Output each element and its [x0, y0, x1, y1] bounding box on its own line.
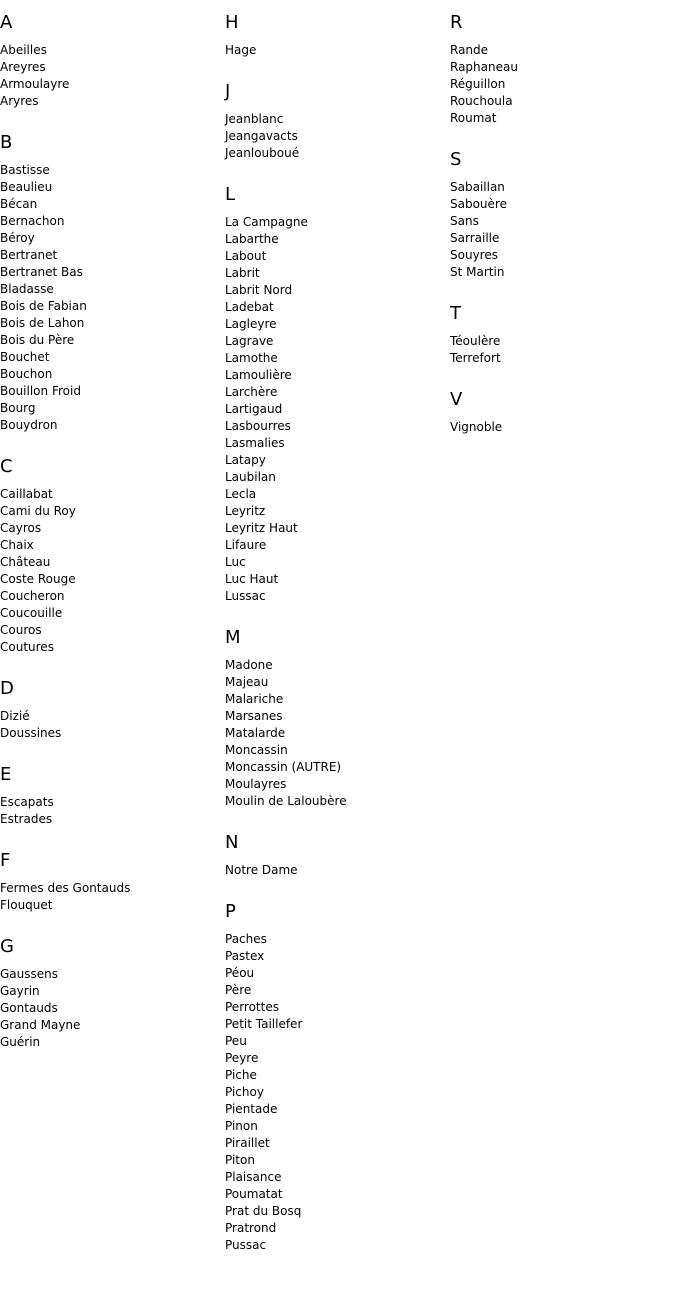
place-link[interactable]: Cayros	[0, 521, 42, 535]
place-link[interactable]: Notre Dame	[225, 863, 298, 877]
place-link[interactable]: Majeau	[225, 675, 269, 689]
place-link[interactable]: Pichoy	[225, 1085, 264, 1099]
place-link[interactable]: Peu	[225, 1034, 247, 1048]
list-item	[225, 1220, 450, 1237]
place-link[interactable]: Bois de Lahon	[0, 316, 85, 330]
place-link[interactable]: Perrottes	[225, 1000, 279, 1014]
letter-heading: F	[0, 850, 11, 871]
place-link[interactable]: Jeanblanc	[225, 112, 284, 126]
place-link[interactable]: Coucheron	[0, 589, 65, 603]
place-link[interactable]: Labarthe	[225, 232, 279, 246]
list-item	[0, 880, 225, 897]
list-item	[225, 537, 450, 554]
list-item	[0, 213, 225, 230]
place-link[interactable]: Escapats	[0, 795, 54, 809]
list-item	[0, 811, 225, 828]
list-item	[0, 503, 225, 520]
place-link[interactable]: Armoulayre	[0, 77, 70, 91]
letter-heading: H	[225, 12, 239, 33]
place-link[interactable]: Bernachon	[0, 214, 65, 228]
letter-group	[0, 764, 225, 850]
place-link[interactable]: Prat du Bosq	[225, 1204, 302, 1218]
letter-heading: B	[0, 132, 13, 153]
place-link[interactable]: Bouillon Froid	[0, 384, 81, 398]
list-item	[0, 520, 225, 537]
group-spacer	[225, 59, 450, 81]
entry-list	[0, 486, 225, 656]
entry-list	[225, 111, 450, 162]
place-link[interactable]: Caillabat	[0, 487, 53, 501]
place-link[interactable]: Flouquet	[0, 898, 53, 912]
list-item	[225, 982, 450, 999]
group-spacer	[0, 914, 225, 936]
letter-heading: R	[450, 12, 463, 33]
group-spacer	[225, 810, 450, 832]
place-link[interactable]: Lasbourres	[225, 419, 291, 433]
list-item	[450, 350, 675, 367]
letter-group	[225, 81, 450, 184]
place-link[interactable]: Lartigaud	[225, 402, 283, 416]
place-link[interactable]: Moulin de Laloubère	[225, 794, 347, 808]
list-item	[0, 725, 225, 742]
place-link[interactable]: Téoulère	[450, 334, 501, 348]
entry-list	[450, 333, 675, 367]
list-item	[225, 1084, 450, 1101]
list-item	[450, 93, 675, 110]
list-item	[450, 42, 675, 59]
group-spacer	[450, 367, 675, 389]
list-item	[225, 128, 450, 145]
list-item	[0, 1017, 225, 1034]
list-item	[0, 897, 225, 914]
place-link[interactable]: Béroy	[0, 231, 35, 245]
list-item	[225, 111, 450, 128]
list-item	[225, 948, 450, 965]
list-item	[225, 759, 450, 776]
list-item	[225, 1186, 450, 1203]
list-item	[225, 999, 450, 1016]
list-item	[225, 384, 450, 401]
place-link[interactable]: Labout	[225, 249, 267, 263]
list-item	[225, 214, 450, 231]
entry-list	[0, 162, 225, 434]
list-item	[225, 418, 450, 435]
list-item	[225, 367, 450, 384]
list-item	[225, 248, 450, 265]
list-item	[225, 145, 450, 162]
group-spacer	[0, 110, 225, 132]
list-item	[225, 316, 450, 333]
list-item	[225, 282, 450, 299]
letter-heading: L	[225, 184, 236, 205]
place-link[interactable]: Leyritz	[225, 504, 266, 518]
list-item	[225, 265, 450, 282]
list-item	[225, 503, 450, 520]
place-link[interactable]: Pussac	[225, 1238, 267, 1252]
place-link[interactable]: Lecla	[225, 487, 257, 501]
place-link[interactable]: Gontauds	[0, 1001, 58, 1015]
place-link[interactable]: Paches	[225, 932, 267, 946]
group-spacer	[0, 656, 225, 678]
place-link[interactable]: Pratrond	[225, 1221, 277, 1235]
letter-group	[0, 850, 225, 936]
letter-group	[450, 389, 675, 436]
list-item	[0, 315, 225, 332]
letter-group	[450, 303, 675, 389]
group-spacer	[225, 879, 450, 901]
letter-group	[225, 184, 450, 627]
place-link[interactable]: Couros	[0, 623, 42, 637]
letter-group	[225, 901, 450, 1254]
list-item	[450, 110, 675, 127]
list-item	[0, 486, 225, 503]
list-item	[225, 742, 450, 759]
place-link[interactable]: Pinon	[225, 1119, 258, 1133]
entry-list	[225, 214, 450, 605]
list-item	[225, 1135, 450, 1152]
index-column-1	[0, 12, 225, 1051]
place-link[interactable]: Chaix	[0, 538, 34, 552]
list-item	[0, 605, 225, 622]
list-item	[0, 59, 225, 76]
list-item	[0, 230, 225, 247]
list-item	[225, 776, 450, 793]
place-link[interactable]: Bastisse	[0, 163, 50, 177]
letter-heading: E	[0, 764, 12, 785]
letter-heading: S	[450, 149, 462, 170]
list-item	[0, 162, 225, 179]
list-item	[0, 42, 225, 59]
letter-group	[0, 456, 225, 678]
place-link[interactable]: Beaulieu	[0, 180, 53, 194]
list-item	[225, 793, 450, 810]
place-link[interactable]: Piche	[225, 1068, 257, 1082]
place-link[interactable]: Bois du Père	[0, 333, 75, 347]
list-item	[0, 264, 225, 281]
place-link[interactable]: Latapy	[225, 453, 266, 467]
list-item	[225, 571, 450, 588]
place-link[interactable]: Bladasse	[0, 282, 54, 296]
place-link[interactable]: Abeilles	[0, 43, 47, 57]
list-item	[0, 93, 225, 110]
place-link[interactable]: Malariche	[225, 692, 284, 706]
letter-group	[225, 12, 450, 81]
letter-heading: J	[225, 81, 231, 102]
letter-heading: M	[225, 627, 241, 648]
place-link[interactable]: Lamoulière	[225, 368, 292, 382]
place-link[interactable]: Coutures	[0, 640, 54, 654]
index-column-3	[450, 12, 675, 436]
group-spacer	[450, 281, 675, 303]
place-link[interactable]: Réguillon	[450, 77, 506, 91]
place-link[interactable]: Plaisance	[225, 1170, 282, 1184]
place-link[interactable]: Lagleyre	[225, 317, 277, 331]
entry-list	[225, 862, 450, 879]
place-link[interactable]: Piraillet	[225, 1136, 270, 1150]
group-spacer	[450, 127, 675, 149]
list-item	[225, 520, 450, 537]
place-link[interactable]: Vignoble	[450, 420, 503, 434]
letter-heading: D	[0, 678, 14, 699]
place-link[interactable]: Rouchoula	[450, 94, 513, 108]
place-link[interactable]: Madone	[225, 658, 273, 672]
list-item	[450, 419, 675, 436]
list-item	[0, 196, 225, 213]
list-item	[0, 1034, 225, 1051]
list-item	[0, 588, 225, 605]
entry-list	[0, 880, 225, 914]
place-link[interactable]: Bouchet	[0, 350, 50, 364]
place-link[interactable]: Doussines	[0, 726, 62, 740]
letter-heading: A	[0, 12, 13, 33]
entry-list	[0, 708, 225, 742]
list-item	[225, 1203, 450, 1220]
place-link[interactable]: Cami du Roy	[0, 504, 76, 518]
list-item	[225, 657, 450, 674]
place-link[interactable]: Jeangavacts	[225, 129, 298, 143]
list-item	[0, 622, 225, 639]
place-link[interactable]: Sabouère	[450, 197, 507, 211]
list-item	[450, 264, 675, 281]
place-link[interactable]: Moncassin (AUTRE)	[225, 760, 342, 774]
list-item	[225, 1067, 450, 1084]
list-item	[0, 417, 225, 434]
place-link[interactable]: Moncassin	[225, 743, 288, 757]
list-item	[225, 299, 450, 316]
place-link[interactable]: Estrades	[0, 812, 53, 826]
place-link[interactable]: Bourg	[0, 401, 36, 415]
list-item	[450, 247, 675, 264]
list-item	[225, 674, 450, 691]
entry-list	[225, 657, 450, 810]
letter-group	[0, 936, 225, 1051]
list-item	[225, 1152, 450, 1169]
list-item	[225, 725, 450, 742]
group-spacer	[225, 162, 450, 184]
list-item	[0, 554, 225, 571]
list-item	[225, 231, 450, 248]
list-item	[0, 537, 225, 554]
letter-heading: P	[225, 901, 236, 922]
place-link[interactable]: Poumatat	[225, 1187, 283, 1201]
place-link[interactable]: Gaussens	[0, 967, 59, 981]
list-item	[225, 1101, 450, 1118]
list-item	[225, 1033, 450, 1050]
place-link[interactable]: Lagrave	[225, 334, 274, 348]
place-link[interactable]: Matalarde	[225, 726, 286, 740]
list-item	[225, 931, 450, 948]
place-link[interactable]: Pientade	[225, 1102, 278, 1116]
list-item	[225, 691, 450, 708]
entry-list	[0, 966, 225, 1051]
letter-group	[0, 132, 225, 456]
letter-heading: T	[450, 303, 461, 324]
list-item	[450, 59, 675, 76]
place-link[interactable]: Dizié	[0, 709, 30, 723]
place-link[interactable]: Bouchon	[0, 367, 53, 381]
place-link[interactable]: Luc Haut	[225, 572, 279, 586]
group-spacer	[0, 742, 225, 764]
place-link[interactable]: La Campagne	[225, 215, 308, 229]
list-item	[0, 366, 225, 383]
letter-group	[450, 12, 675, 149]
place-link[interactable]: Sarraille	[450, 231, 500, 245]
place-link[interactable]: Père	[225, 983, 252, 997]
entry-list	[450, 419, 675, 436]
place-link[interactable]: Jeanlouboué	[225, 146, 300, 160]
list-item	[225, 469, 450, 486]
place-link[interactable]: Château	[0, 555, 51, 569]
list-item	[225, 1169, 450, 1186]
list-item	[0, 400, 225, 417]
list-item	[450, 213, 675, 230]
entry-list	[225, 931, 450, 1254]
list-item	[0, 383, 225, 400]
list-item	[0, 298, 225, 315]
place-link[interactable]: Areyres	[0, 60, 46, 74]
place-link[interactable]: Bouydron	[0, 418, 58, 432]
place-link[interactable]: Larchère	[225, 385, 278, 399]
place-link[interactable]: Raphaneau	[450, 60, 518, 74]
place-link[interactable]: Moulayres	[225, 777, 287, 791]
list-item	[0, 708, 225, 725]
place-link[interactable]: Labrit	[225, 266, 260, 280]
place-link[interactable]: Laubilan	[225, 470, 276, 484]
list-item	[0, 571, 225, 588]
place-link[interactable]: Lifaure	[225, 538, 267, 552]
list-item	[0, 247, 225, 264]
list-item	[450, 179, 675, 196]
place-link[interactable]: Sans	[450, 214, 479, 228]
place-link[interactable]: Labrit Nord	[225, 283, 293, 297]
place-link[interactable]: Petit Taillefer	[225, 1017, 303, 1031]
place-link[interactable]: Grand Mayne	[0, 1018, 81, 1032]
list-item	[0, 332, 225, 349]
place-link[interactable]: Luc	[225, 555, 246, 569]
list-item	[0, 281, 225, 298]
list-item	[225, 1050, 450, 1067]
list-item	[0, 349, 225, 366]
place-link[interactable]: Leyritz Haut	[225, 521, 298, 535]
place-link[interactable]: Souyres	[450, 248, 498, 262]
place-link[interactable]: Pastex	[225, 949, 265, 963]
place-link[interactable]: Ladebat	[225, 300, 274, 314]
place-link[interactable]: Roumat	[450, 111, 497, 125]
place-link[interactable]: Peyre	[225, 1051, 259, 1065]
list-item	[0, 983, 225, 1000]
list-item	[225, 350, 450, 367]
letter-group	[0, 678, 225, 764]
place-link[interactable]: Aryres	[0, 94, 39, 108]
letter-heading: G	[0, 936, 14, 957]
list-item	[450, 196, 675, 213]
list-item	[225, 1237, 450, 1254]
list-item	[225, 588, 450, 605]
entry-list	[225, 42, 450, 59]
list-item	[450, 230, 675, 247]
list-item	[225, 965, 450, 982]
place-link[interactable]: Lasmalies	[225, 436, 285, 450]
place-link[interactable]: Bois de Fabian	[0, 299, 87, 313]
group-spacer	[0, 828, 225, 850]
place-link[interactable]: Hage	[225, 43, 257, 57]
entry-list	[0, 42, 225, 110]
list-item	[225, 862, 450, 879]
place-link[interactable]: Lussac	[225, 589, 266, 603]
list-item	[225, 1016, 450, 1033]
list-item	[225, 401, 450, 418]
letter-heading: V	[450, 389, 463, 410]
group-spacer	[225, 605, 450, 627]
place-link[interactable]: Coucouille	[0, 606, 63, 620]
place-link[interactable]: Marsanes	[225, 709, 283, 723]
list-item	[225, 42, 450, 59]
letter-heading: C	[0, 456, 13, 477]
place-link[interactable]: Bertranet Bas	[0, 265, 83, 279]
letter-group	[225, 627, 450, 832]
place-link[interactable]: Péou	[225, 966, 255, 980]
list-item	[225, 1118, 450, 1135]
place-link[interactable]: Fermes des Gontauds	[0, 881, 131, 895]
list-item	[225, 333, 450, 350]
list-item	[225, 435, 450, 452]
entry-list	[450, 179, 675, 281]
list-item	[0, 179, 225, 196]
place-link[interactable]: Piton	[225, 1153, 255, 1167]
letter-group	[0, 12, 225, 132]
list-item	[450, 333, 675, 350]
entry-list	[0, 794, 225, 828]
list-item	[0, 76, 225, 93]
place-link[interactable]: Lamothe	[225, 351, 278, 365]
place-link[interactable]: Bécan	[0, 197, 38, 211]
list-item	[225, 554, 450, 571]
place-link[interactable]: Sabaillan	[450, 180, 505, 194]
letter-heading: N	[225, 832, 239, 853]
list-item	[225, 708, 450, 725]
list-item	[225, 486, 450, 503]
entry-list	[450, 42, 675, 127]
list-item	[225, 452, 450, 469]
place-link[interactable]: Rande	[450, 43, 489, 57]
place-link[interactable]: Terrefort	[450, 351, 501, 365]
letter-group	[225, 832, 450, 901]
list-item	[0, 639, 225, 656]
place-link[interactable]: Gayrin	[0, 984, 40, 998]
list-item	[0, 1000, 225, 1017]
list-item	[450, 76, 675, 93]
place-link[interactable]: Guérin	[0, 1035, 41, 1049]
index-column-2	[225, 12, 450, 1254]
place-link[interactable]: Bertranet	[0, 248, 58, 262]
group-spacer	[0, 434, 225, 456]
list-item	[0, 794, 225, 811]
place-link[interactable]: St Martin	[450, 265, 505, 279]
letter-group	[450, 149, 675, 303]
list-item	[0, 966, 225, 983]
place-link[interactable]: Coste Rouge	[0, 572, 76, 586]
